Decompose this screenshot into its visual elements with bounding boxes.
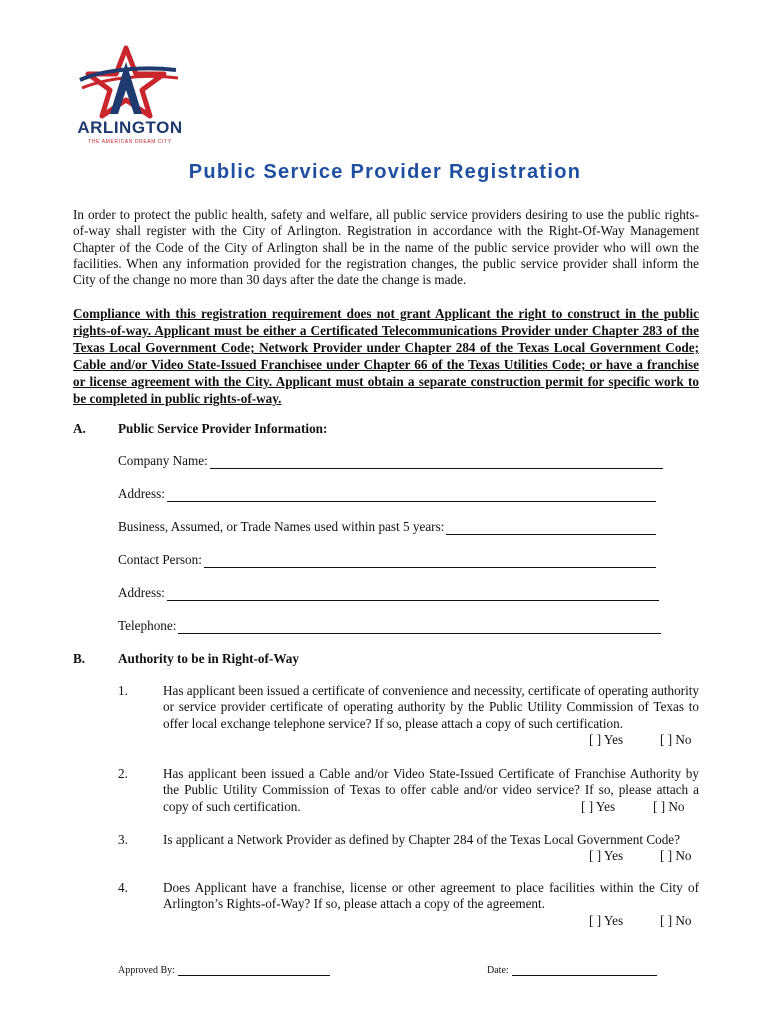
intro-paragraph: In order to protect the public health, safety and welfare, all public service providers desiring to use the public rights-of-way shall register with the City of Arlington. Registration in accordance with the Right-Of-Way Management Chapter of the Code of the City of Arlington shall be in the name of the public service provider who will own the facilities. When any information provided for the registration changes, the public service provider shall inform the City of the change no more than 30 days after the date the change is made. <box>73 207 699 288</box>
company-name-input[interactable] <box>210 456 663 469</box>
question-number: 3. <box>118 832 128 847</box>
q2-yes-checkbox[interactable]: [ ] Yes <box>581 799 616 814</box>
page-title: Public Service Provider Registration <box>188 161 582 183</box>
approved-by-label: Approved By: <box>118 965 175 976</box>
second-address-input[interactable] <box>167 588 659 601</box>
section-b-title: Authority to be in Right-of-Way <box>118 651 299 666</box>
field-label: Address: <box>118 585 165 600</box>
question-number: 4. <box>118 880 128 895</box>
field-label: Address: <box>118 486 165 501</box>
field-label: Telephone: <box>118 618 177 633</box>
field-label: Business, Assumed, or Trade Names used within past 5 years: <box>118 519 445 534</box>
date-input[interactable] <box>512 965 657 976</box>
telephone-field[interactable] <box>118 618 661 634</box>
date-field[interactable] <box>487 965 657 976</box>
question-text: Does Applicant have a franchise, license or other agreement to place facilities within the City of Arlington’s Rights-of-Way? If so, please attach a copy of the agreement. <box>163 880 699 912</box>
question-text: Is applicant a Network Provider as defined by Chapter 284 of the Texas Local Government Code? <box>163 832 681 847</box>
q4-yes-checkbox[interactable]: [ ] Yes <box>589 913 624 928</box>
q3-no-checkbox[interactable]: [ ] No <box>660 848 692 863</box>
approved-by-input[interactable] <box>178 965 330 976</box>
telephone-input[interactable] <box>178 621 661 634</box>
logo-wordmark: ARLINGTON <box>77 118 183 137</box>
field-label: Contact Person: <box>118 552 202 567</box>
address-field[interactable] <box>118 486 656 502</box>
trade-names-field[interactable] <box>118 519 656 535</box>
q1-no-checkbox[interactable]: [ ] No <box>660 732 692 747</box>
q2-no-checkbox[interactable]: [ ] No <box>653 799 685 814</box>
question-text: Has applicant been issued a Cable and/or Video State-Issued Certificate of Franchise Authority by the Public Utility Commission of Texas to offer cable and/or video service? If so, please attach a copy of such certification. <box>163 766 699 814</box>
logo-tagline: THE AMERICAN DREAM CITY <box>88 139 172 145</box>
date-label: Date: <box>487 965 509 976</box>
field-label: Company Name: <box>118 453 208 468</box>
address-input[interactable] <box>167 489 656 502</box>
q3-yes-checkbox[interactable]: [ ] Yes <box>589 848 624 863</box>
q1-yes-checkbox[interactable]: [ ] Yes <box>589 732 624 747</box>
second-address-field[interactable] <box>118 585 659 601</box>
contact-person-field[interactable] <box>118 552 656 568</box>
question-number: 1. <box>118 683 128 698</box>
arlington-logo <box>72 44 188 148</box>
trade-names-input[interactable] <box>446 522 656 535</box>
q4-no-checkbox[interactable]: [ ] No <box>660 913 692 928</box>
contact-person-input[interactable] <box>204 555 656 568</box>
company-name-field[interactable] <box>118 453 663 469</box>
star-logo-icon <box>72 44 188 124</box>
approved-by-field[interactable] <box>118 965 330 976</box>
compliance-notice: Compliance with this registration requirement does not grant Applicant the right to construct in the public rights-of-way. Applicant must be either a Certificated Telecommunications Provider under Chapter 283 of the Texas Local Government Code; Network Provider under Chapter 284 of the Texas Local Government Code; Cable and/or Video State-Issued Franchisee under Chapter 66 of the Texas Utilities Code; or have a franchise or license agreement with the City. Applicant must obtain a separate construction permit for specific work to be completed in public rights-of-way. <box>73 306 699 406</box>
question-number: 2. <box>118 766 128 781</box>
section-a-letter: A. <box>73 421 86 436</box>
section-a-title: Public Service Provider Information: <box>118 421 328 436</box>
section-b-letter: B. <box>73 651 86 666</box>
question-text: Has applicant been issued a certificate of convenience and necessity, certificate of operating authority or service provider certificate of operating authority by the Public Utility Commission of Texas to offer local exchange telephone service? If so, please attach a copy of such certification. <box>163 683 699 731</box>
